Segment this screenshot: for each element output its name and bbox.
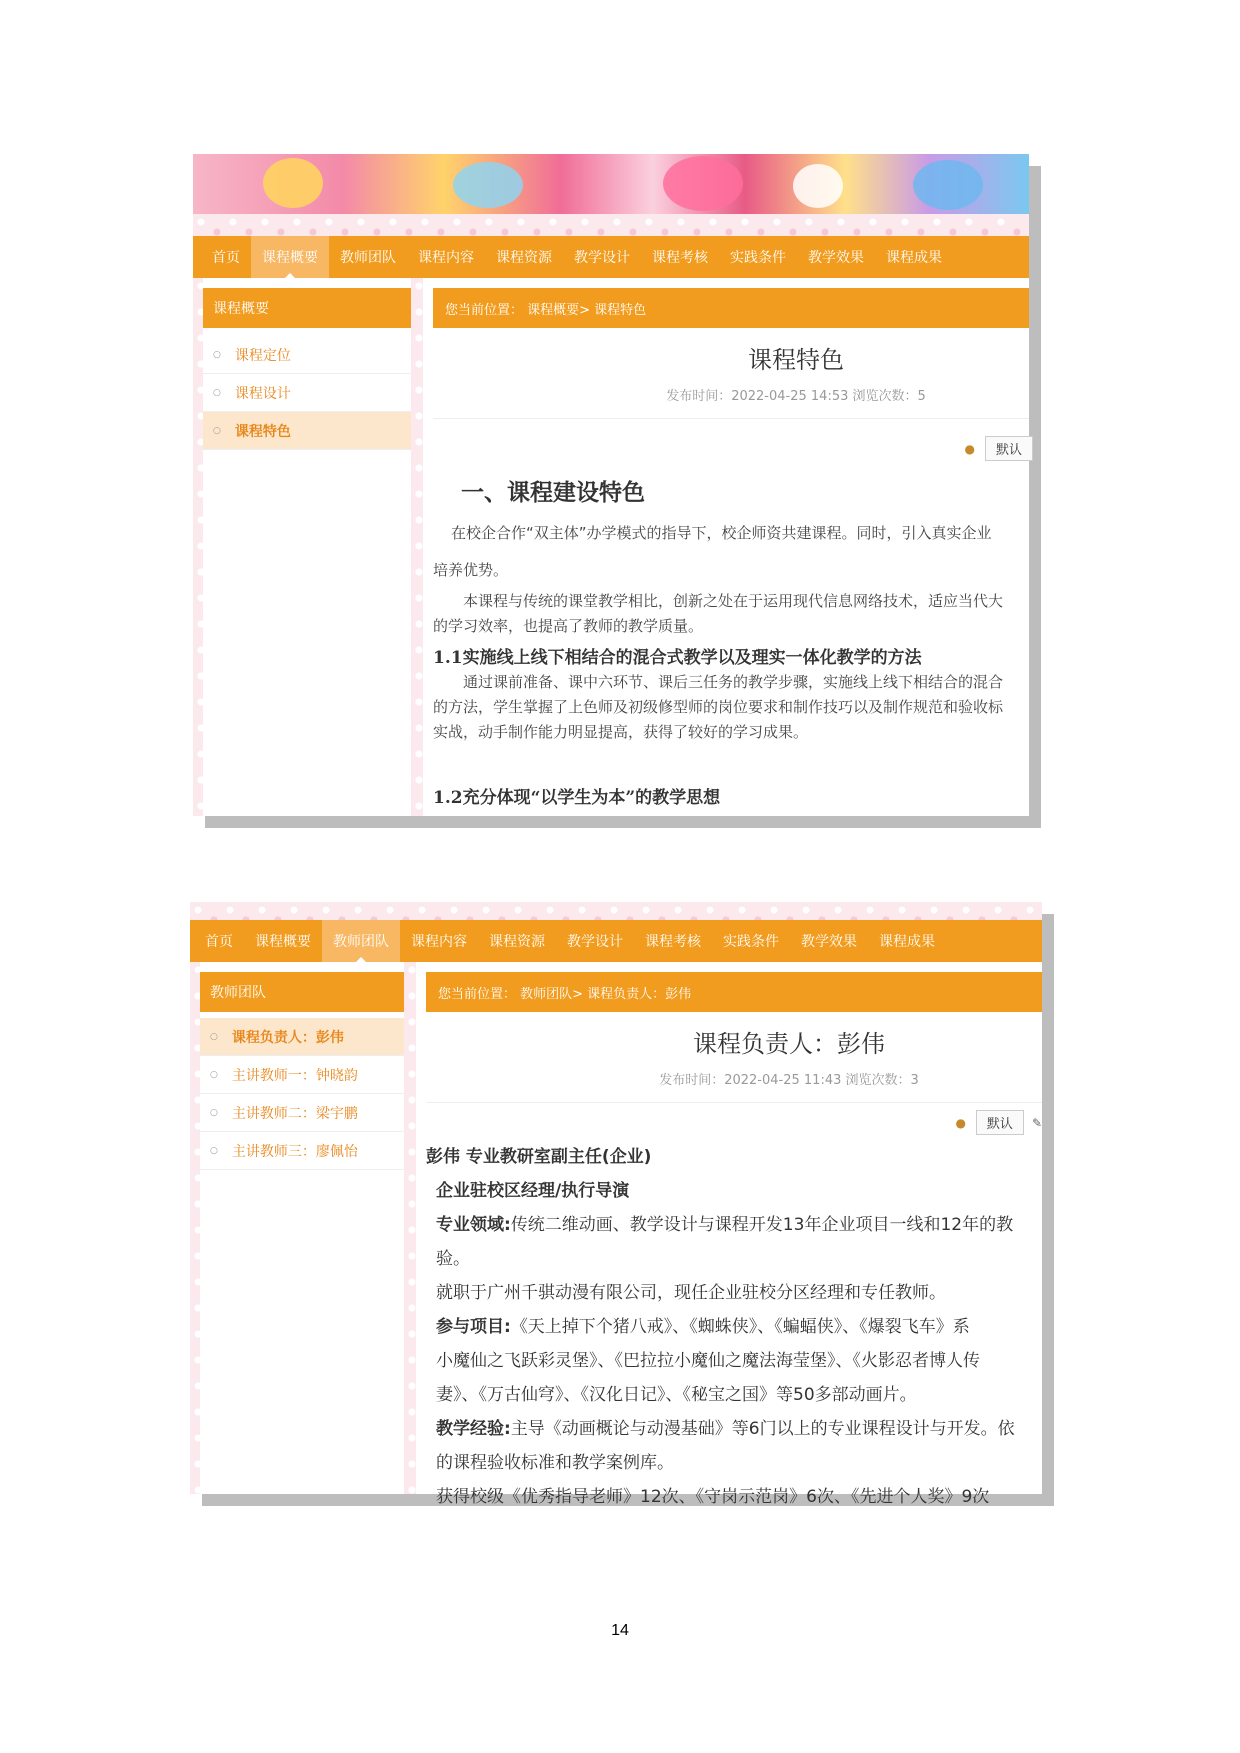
article-toolbar	[955, 1110, 1042, 1135]
section-heading: 一、课程建设特色	[461, 479, 645, 506]
paragraph: 的方法，学生掌握了上色师及初级修型师的岗位要求和制作技巧以及制作规范和验收标	[433, 698, 1004, 716]
profile-projects	[436, 1310, 1072, 1344]
text: 传统二维动画、教学设计与课程开发13年企业项目一线和12年的教	[510, 1215, 1014, 1235]
nav-teaching-team[interactable]: 教师团队	[340, 250, 396, 266]
label: 参与项目:	[436, 1317, 511, 1337]
nav-course-assessment[interactable]: 课程考核	[652, 250, 708, 266]
nav-course-resources[interactable]: 课程资源	[489, 934, 545, 950]
paragraph: 通过课前准备、课中六环节、课后三任务的教学步骤，实施线上线下相结合的混合	[463, 673, 1004, 691]
profile-field	[436, 1208, 1072, 1242]
nav-course-content[interactable]: 课程内容	[411, 934, 467, 950]
profile-name-title: 彭伟 专业教研室副主任(企业)	[426, 1147, 652, 1167]
profile-experience	[436, 1412, 1072, 1446]
bullet-icon: ○	[210, 1031, 218, 1042]
profile-employer: 就职于广州千骐动漫有限公司，现任企业驻校分区经理和专任教师。	[436, 1283, 946, 1303]
profile-role: 企业驻校区经理/执行导演	[436, 1181, 630, 1201]
palette-icon[interactable]: ●	[964, 441, 975, 456]
sidebar-item-label: 主讲教师二：梁宇鹏	[231, 1105, 358, 1122]
sidebar	[203, 288, 411, 816]
nav-course-overview[interactable]: 课程概要	[251, 236, 329, 278]
sidebar	[200, 972, 404, 1494]
profile-text: 妻》、《万古仙穹》、《汉化日记》、《秘宝之国》等50多部动画片。	[436, 1385, 917, 1405]
bullet-icon: ○	[213, 425, 221, 436]
nav-course-assessment[interactable]: 课程考核	[645, 934, 701, 950]
mid-pattern	[404, 962, 416, 1494]
sidebar-item-course-positioning[interactable]	[203, 336, 411, 374]
profile-text: 验。	[436, 1249, 470, 1269]
nav-course-resources[interactable]: 课程资源	[496, 250, 552, 266]
left-pattern	[193, 278, 203, 816]
sidebar-item-label: 主讲教师一：钟晓韵	[231, 1067, 358, 1084]
edit-icon[interactable]: ✎	[1031, 1115, 1042, 1130]
text: 《天上掉下个猪八戒》、《蜘蛛侠》、《蝙蝠侠》、《爆裂飞车》系	[510, 1317, 970, 1337]
nav-teaching-design[interactable]: 教学设计	[574, 250, 630, 266]
bullet-icon: ○	[213, 387, 221, 398]
article-meta: 发布时间：2022-04-25 11:43 浏览次数：3	[659, 1073, 919, 1088]
profile-text: 小魔仙之飞跃彩灵堡》、《巴拉拉小魔仙之魔法海莹堡》、《火影忍者博人传	[436, 1351, 980, 1371]
nav-course-overview[interactable]: 课程概要	[255, 934, 311, 950]
main-nav	[193, 236, 1029, 278]
subheading: 1.2充分体现“以学生为本”的教学思想	[433, 788, 721, 808]
sidebar-item-label: 课程特色	[234, 423, 291, 440]
text: 主导《动画概论与动漫基础》等6门以上的专业课程设计与开发。依	[510, 1419, 1015, 1439]
sidebar-item-label: 课程负责人：彭伟	[231, 1029, 344, 1046]
sidebar-item-label: 主讲教师三：廖佩怡	[231, 1143, 358, 1160]
nav-practice-conditions[interactable]: 实践条件	[723, 934, 779, 950]
nav-practice-conditions[interactable]: 实践条件	[730, 250, 786, 266]
label: 专业领域:	[436, 1215, 511, 1235]
screenshot-course-leader	[190, 902, 1042, 1507]
paragraph: 的学习效率，也提高了教师的教学质量。	[433, 617, 704, 635]
subheading: 1.1实施线上线下相结合的混合式教学以及理实一体化教学的方法	[433, 648, 922, 668]
paragraph: 实战，动手制作能力明显提高，获得了较好的学习成果。	[433, 723, 809, 741]
nav-teaching-design[interactable]: 教学设计	[567, 934, 623, 950]
article-content	[433, 468, 1059, 808]
sidebar-item-teacher-2[interactable]	[200, 1094, 404, 1132]
nav-home[interactable]: 首页	[205, 934, 233, 950]
nav-course-content[interactable]: 课程内容	[418, 250, 474, 266]
nav-course-results[interactable]: 课程成果	[886, 250, 942, 266]
profile-awards: 获得校级《优秀指导老师》12次、《守岗示范岗》6次、《先进个人奖》9次	[436, 1487, 990, 1507]
divider	[433, 418, 1029, 419]
palette-icon[interactable]: ●	[955, 1115, 966, 1130]
nav-teaching-effect[interactable]: 教学效果	[808, 250, 864, 266]
sidebar-title: 教师团队	[200, 972, 404, 1012]
sidebar-title: 课程概要	[203, 288, 411, 328]
font-default-button[interactable]: 默认	[985, 436, 1033, 461]
nav-teaching-team[interactable]: 教师团队	[322, 920, 400, 962]
paragraph: 培养优势。	[433, 561, 509, 579]
bullet-icon: ○	[210, 1069, 218, 1080]
paragraph: 本课程与传统的课堂教学相比，创新之处在于运用现代信息网络技术，适应当代大	[463, 592, 1004, 610]
sidebar-item-course-features[interactable]	[203, 412, 411, 450]
page-number: 14	[611, 1622, 629, 1639]
bullet-icon: ○	[210, 1107, 218, 1118]
article-title: 课程负责人：彭伟	[693, 1030, 885, 1058]
mid-pattern	[411, 278, 423, 816]
pattern-strip	[193, 214, 1029, 236]
breadcrumb: 您当前位置： 课程概要> 课程特色	[433, 288, 1029, 328]
profile-text: 的课程验收标准和教学案例库。	[436, 1453, 674, 1473]
sidebar-item-label: 课程设计	[234, 385, 291, 402]
sidebar-item-teacher-3[interactable]	[200, 1132, 404, 1170]
header-banner	[193, 154, 1029, 214]
bullet-icon: ○	[213, 349, 221, 360]
bullet-icon: ○	[210, 1145, 218, 1156]
nav-teaching-effect[interactable]: 教学效果	[801, 934, 857, 950]
label: 教学经验:	[436, 1419, 511, 1439]
nav-course-results[interactable]: 课程成果	[879, 934, 935, 950]
breadcrumb: 您当前位置： 教师团队> 课程负责人：彭伟	[426, 972, 1042, 1012]
article-title: 课程特色	[748, 346, 844, 374]
article-meta: 发布时间：2022-04-25 14:53 浏览次数：5	[666, 389, 926, 404]
article-toolbar	[965, 436, 1034, 461]
pattern-strip	[190, 902, 1042, 920]
sidebar-item-teacher-1[interactable]	[200, 1056, 404, 1094]
main-panel	[426, 972, 1042, 1507]
article-content	[426, 1140, 1072, 1514]
sidebar-item-course-design[interactable]	[203, 374, 411, 412]
screenshot-course-features	[193, 154, 1029, 816]
font-default-button[interactable]: 默认	[976, 1110, 1024, 1135]
nav-home[interactable]: 首页	[212, 250, 240, 266]
left-pattern	[190, 962, 200, 1494]
main-panel	[433, 288, 1029, 816]
paragraph: 在校企合作“双主体”办学模式的指导下，校企师资共建课程。同时，引入真实企业	[451, 524, 992, 542]
sidebar-item-label: 课程定位	[234, 347, 291, 364]
main-nav	[190, 920, 1042, 962]
sidebar-item-course-leader[interactable]	[200, 1018, 404, 1056]
divider	[426, 1102, 1042, 1103]
